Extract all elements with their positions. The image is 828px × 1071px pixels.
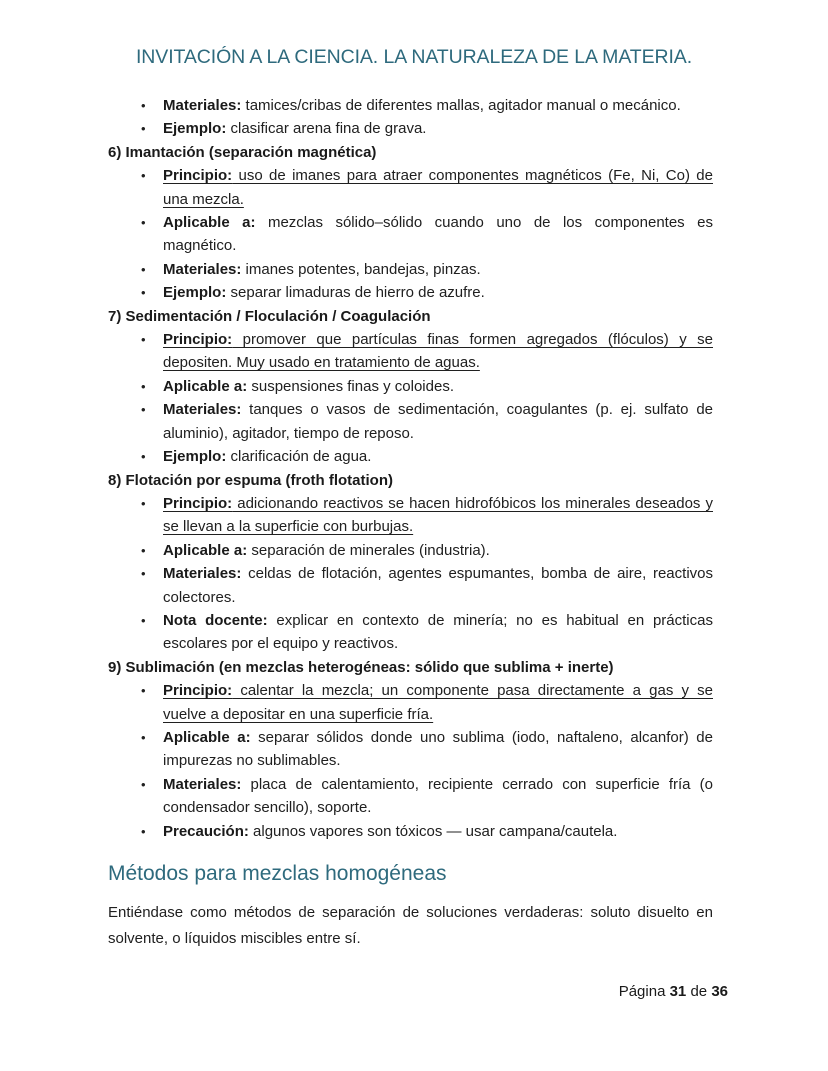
list-item [108, 281, 713, 304]
subsection-heading: Métodos para mezclas homogéneas [108, 862, 447, 885]
bullet-icon: • [141, 332, 146, 348]
list-item [108, 679, 713, 726]
list-item-label: Ejemplo: [163, 120, 227, 138]
section-heading: 7) Sedimentación / Floculación / Coagulación [108, 307, 431, 325]
page-number-total: 36 [711, 983, 728, 1000]
page-number-label: Página [618, 983, 666, 1000]
list-item-text: Precaución: algunos vapores son tóxicos — usar campana/cautela. [163, 822, 618, 840]
list-item-text: Principio: uso de imanes para atraer componentes magnéticos (Fe, Ni, Co) de una mezcla. [163, 167, 713, 208]
list-item [108, 258, 713, 281]
list-item-label: Principio: [163, 494, 233, 512]
list-item-text: Principio: calentar la mezcla; un componente pasa directamente a gas y se vuelve a depositar en una superficie fría. [163, 682, 713, 723]
list-item [108, 820, 713, 843]
bullet-icon: • [141, 215, 146, 231]
bullet-icon: • [141, 402, 146, 418]
bullet-icon: • [141, 729, 146, 745]
list-item [108, 609, 713, 656]
list-item [108, 211, 713, 258]
list-item-label: Ejemplo: [163, 284, 227, 302]
list-item [108, 164, 713, 211]
list-item-text: Materiales: placa de calentamiento, recipiente cerrado con superficie fría (o condensador sencillo), soporte. [163, 775, 713, 817]
list-item-text: Aplicable a: separación de minerales (industria). [163, 541, 490, 559]
section-heading: 6) Imantación (separación magnética) [108, 143, 377, 161]
list-item-text: Principio: adicionando reactivos se hacen hidrofóbicos los minerales deseados y se llevan a la superficie con burbujas. [163, 494, 713, 536]
page-number-current: 31 [669, 983, 687, 1000]
list-item-text: Ejemplo: separar limaduras de hierro de azufre. [163, 284, 485, 302]
list-item-label: Aplicable a: [163, 377, 248, 395]
list-item-text: Principio: promover que partículas finas formen agregados (flóculos) y se depositen. Muy usado en tratamiento de aguas. [163, 331, 713, 372]
homogeneous-methods-section [108, 862, 713, 952]
bullet-icon: • [141, 683, 146, 699]
subsection-paragraph: Entiéndase como métodos de separación de soluciones verdaderas: soluto disuelto en solvente, o líquidos miscibles entre sí. [108, 904, 713, 947]
list-item-label: Materiales: [163, 775, 242, 793]
list-item [108, 726, 713, 773]
list-item [108, 492, 713, 539]
list-item-label: Materiales: [163, 260, 242, 278]
bullet-icon: • [141, 285, 146, 301]
list-item-text: Materiales: imanes potentes, bandejas, pinzas. [163, 260, 481, 278]
list-item-label: Aplicable a: [163, 541, 248, 559]
section-heading: 8) Flotación por espuma (froth flotation) [108, 471, 393, 489]
bullet-icon: • [141, 98, 146, 113]
page-number-separator: de [690, 983, 708, 1000]
bullet-icon: • [141, 823, 146, 839]
list-item [108, 375, 713, 398]
list-item-text: Materiales: tanques o vasos de sedimentación, coagulantes (p. ej. sulfato de aluminio), agitador, tiempo de reposo. [163, 401, 713, 442]
list-item-label: Principio: [163, 167, 233, 185]
list-item [108, 398, 713, 445]
bullet-icon: • [141, 121, 146, 137]
list-item-label: Principio: [163, 682, 233, 700]
bullet-icon: • [141, 378, 146, 394]
section-heading: 9) Sublimación (en mezclas heterogéneas: sólido que sublima + inerte) [108, 658, 614, 676]
bullet-icon: • [141, 449, 146, 465]
list-item-text: Materiales: celdas de flotación, agentes espumantes, bomba de aire, reactivos colectores. [163, 565, 713, 606]
list-item-label: Aplicable a: [163, 728, 251, 746]
list-item [108, 445, 713, 468]
bullet-icon: • [141, 495, 146, 511]
list-item [108, 773, 713, 820]
list-item-label: Precaución: [163, 822, 249, 840]
page-number [619, 983, 728, 1000]
page-title: INVITACIÓN A LA CIENCIA. LA NATURALEZA DE LA MATERIA. [135, 46, 693, 68]
list-item-text: Aplicable a: suspensiones finas y coloides. [163, 377, 454, 395]
list-item-text: Materiales: tamices/cribas de diferentes mallas, agitador manual o mecánico. [163, 97, 681, 114]
bullet-icon: • [141, 542, 146, 558]
list-item-text: Ejemplo: clasificar arena fina de grava. [163, 120, 427, 138]
list-item-label: Materiales: [163, 401, 242, 419]
list-item [108, 562, 713, 609]
list-item [108, 94, 713, 117]
list-item [108, 328, 713, 375]
list-item-label: Materiales: [163, 97, 242, 114]
bullet-icon: • [141, 261, 146, 277]
bullet-icon: • [141, 566, 146, 582]
list-item-label: Materiales: [163, 565, 242, 583]
bullet-icon: • [141, 612, 146, 628]
list-item [108, 539, 713, 562]
list-item-label: Principio: [163, 331, 233, 349]
list-item [108, 117, 713, 140]
list-item-label: Ejemplo: [163, 448, 227, 466]
list-item-text: Ejemplo: clarificación de agua. [163, 448, 372, 466]
bullet-icon: • [141, 168, 146, 184]
list-item-label: Aplicable a: [163, 214, 256, 232]
document-body [108, 94, 713, 843]
list-item-label: Nota docente: [163, 611, 268, 629]
list-item-text: Aplicable a: mezclas sólido–sólido cuando uno de los componentes es magnético. [163, 214, 713, 255]
list-item-text: Aplicable a: separar sólidos donde uno sublima (iodo, naftaleno, alcanfor) de impurezas no sublimables. [163, 728, 713, 770]
list-item-text: Nota docente: explicar en contexto de minería; no es habitual en prácticas escolares por el equipo y reactivos. [163, 611, 713, 653]
bullet-icon: • [141, 776, 146, 792]
